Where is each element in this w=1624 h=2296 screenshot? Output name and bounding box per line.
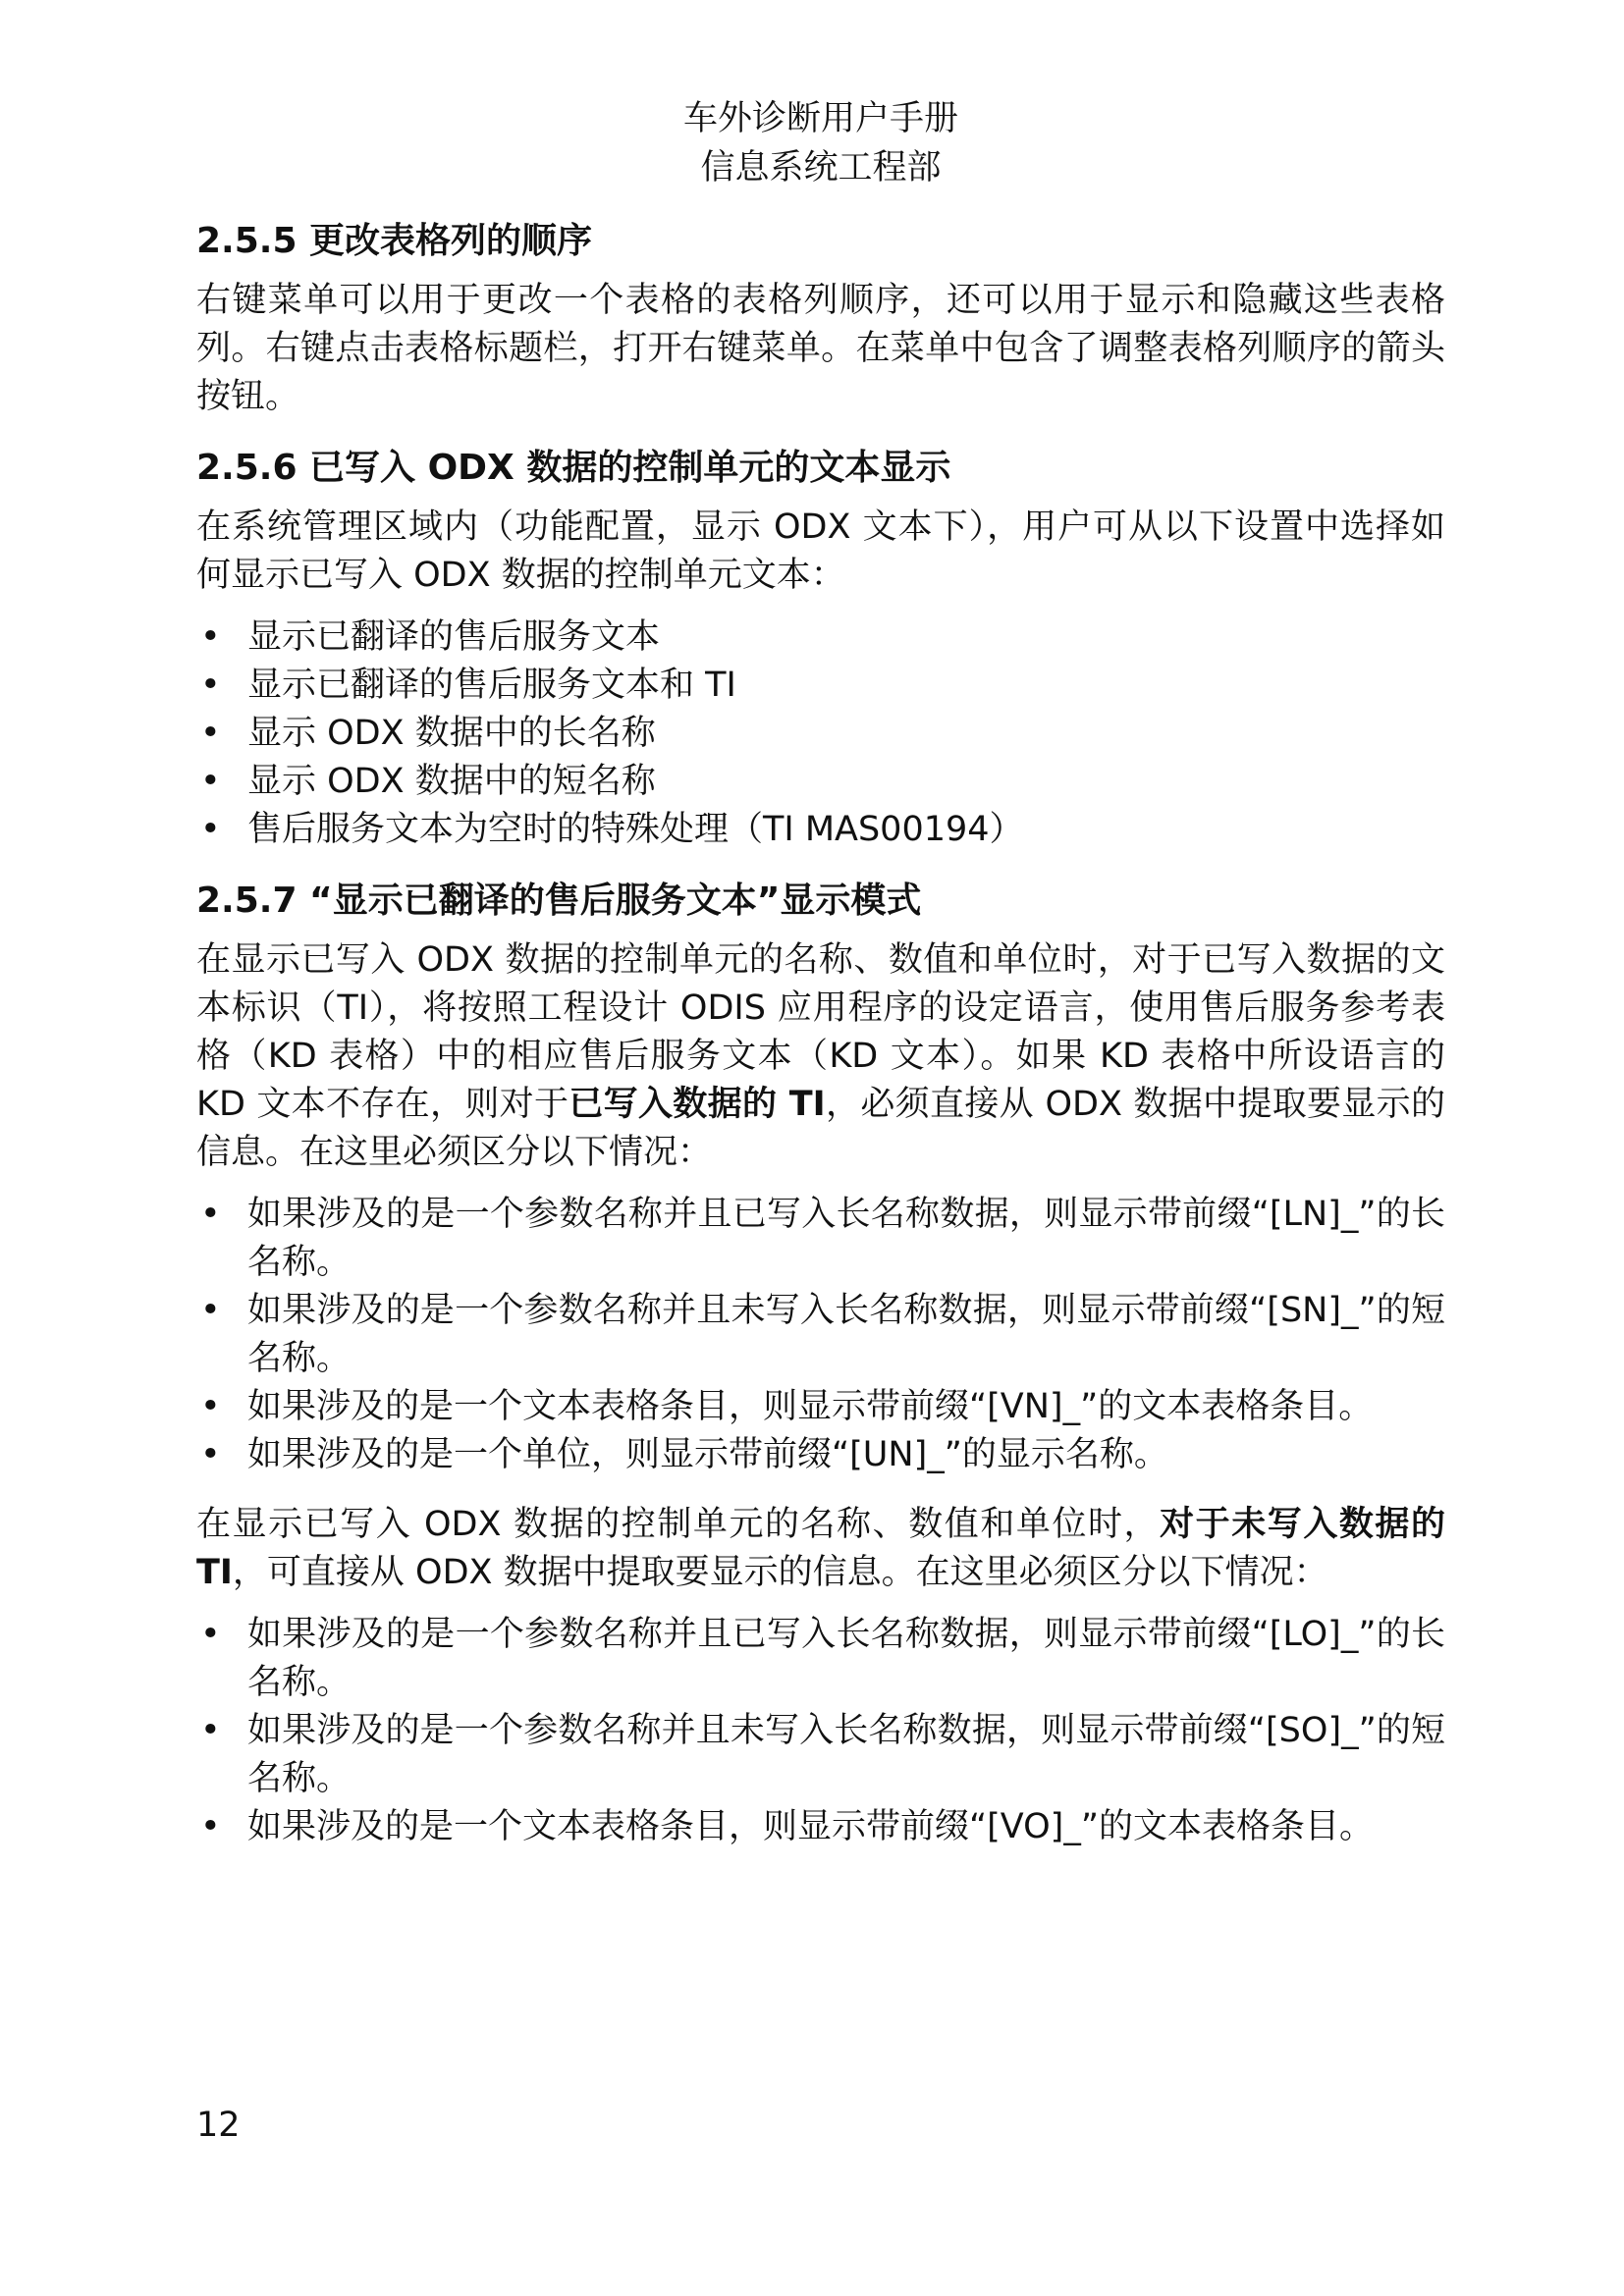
document-page xyxy=(196,94,1445,1851)
list-item: • 如果涉及的是一个文本表格条目，则显示带前缀“[VN]_”的文本表格条目。 xyxy=(196,1383,1445,1431)
list-item: • 如果涉及的是一个参数名称并且未写入长名称数据，则显示带前缀“[SN]_”的短名称。 xyxy=(196,1287,1445,1383)
list-item: • 售后服务文本为空时的特殊处理（TI MAS00194） xyxy=(196,806,1445,854)
bullet-icon: • xyxy=(200,1387,221,1426)
page-number: 12 xyxy=(196,2106,241,2145)
page-header xyxy=(196,94,1445,192)
list-item: • 如果涉及的是一个文本表格条目，则显示带前缀“[VO]_”的文本表格条目。 xyxy=(196,1803,1445,1851)
bullet-icon: • xyxy=(200,762,221,801)
bullet-icon: • xyxy=(200,1291,221,1330)
section-paragraph: 在系统管理区域内（功能配置，显示 ODX 文本下），用户可从以下设置中选择如何显示已写入 ODX 数据的控制单元文本： xyxy=(196,507,1445,595)
bold-text: 对于未写入数据的 TI xyxy=(196,1505,1445,1592)
written-ti-cases-list xyxy=(196,1191,1445,1479)
section-2-5-6 xyxy=(196,441,1445,854)
bullet-icon: • xyxy=(200,1195,221,1234)
section-paragraph: 右键菜单可以用于更改一个表格的表格列顺序，还可以用于显示和隐藏这些表格列。右键点击表格标题栏，打开右键菜单。在菜单中包含了调整表格列顺序的箭头按钮。 xyxy=(196,281,1445,416)
bullet-icon: • xyxy=(200,1615,221,1654)
bullet-icon: • xyxy=(200,1711,221,1750)
section-paragraph: 在显示已写入 ODX 数据的控制单元的名称、数值和单位时，对于未写入数据的 TI，可直接从 ODX 数据中提取要显示的信息。在这里必须区分以下情况： xyxy=(196,1505,1445,1592)
list-item: • 如果涉及的是一个参数名称并且未写入长名称数据，则显示带前缀“[SO]_”的短名称。 xyxy=(196,1707,1445,1803)
display-options-list xyxy=(196,614,1445,854)
bullet-icon: • xyxy=(200,714,221,753)
list-item: • 显示已翻译的售后服务文本和 TI xyxy=(196,662,1445,710)
bullet-icon: • xyxy=(200,666,221,705)
section-heading: 2.5.5 更改表格列的顺序 xyxy=(196,221,593,261)
unwritten-ti-cases-list xyxy=(196,1611,1445,1851)
list-item: • 如果涉及的是一个参数名称并且已写入长名称数据，则显示带前缀“[LO]_”的长名称。 xyxy=(196,1611,1445,1707)
header-title: 车外诊断用户手册 xyxy=(682,99,958,138)
list-item: • 显示 ODX 数据中的短名称 xyxy=(196,758,1445,806)
section-2-5-5 xyxy=(196,214,1445,421)
section-2-5-7 xyxy=(196,874,1445,1851)
bullet-icon: • xyxy=(200,617,221,657)
bullet-icon: • xyxy=(200,810,221,849)
header-department: 信息系统工程部 xyxy=(700,148,942,187)
section-heading: 2.5.6 已写入 ODX 数据的控制单元的文本显示 xyxy=(196,448,951,488)
bullet-icon: • xyxy=(200,1807,221,1846)
section-paragraph: 在显示已写入 ODX 数据的控制单元的名称、数值和单位时，对于已写入数据的文本标识（TI），将按照工程设计 ODIS 应用程序的设定语言，使用售后服务参考表格（KD 表格）中的相应售后服务文本（KD 文本）。如果 KD 表格中所设语言的 KD 文本不存在，则对于已写入数据的 TI，必须直接从 ODX 数据中提取要显示的信息。在这里必须区分以下情况： xyxy=(196,940,1446,1172)
list-item: • 如果涉及的是一个参数名称并且已写入长名称数据，则显示带前缀“[LN]_”的长名称。 xyxy=(196,1191,1445,1287)
section-heading: 2.5.7 “显示已翻译的售后服务文本”显示模式 xyxy=(196,881,922,921)
bold-text: 已写入数据的 TI xyxy=(568,1085,826,1124)
list-item: • 显示已翻译的售后服务文本 xyxy=(196,614,1445,662)
bullet-icon: • xyxy=(200,1435,221,1474)
list-item: • 如果涉及的是一个单位，则显示带前缀“[UN]_”的显示名称。 xyxy=(196,1431,1445,1479)
list-item: • 显示 ODX 数据中的长名称 xyxy=(196,710,1445,758)
